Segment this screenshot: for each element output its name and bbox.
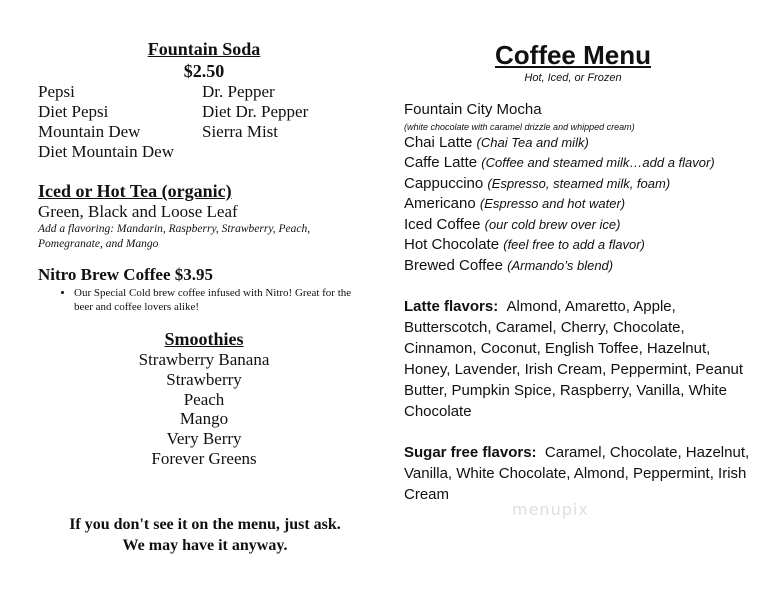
smoothie-item: Mango [179, 409, 229, 429]
coffee-item-name: Brewed Coffee [404, 256, 508, 274]
latte-flavors-label: Latte flavors: [404, 298, 499, 315]
nitro-bullets [38, 286, 370, 314]
soda-item: Sierra Mist [202, 122, 279, 141]
left-column [38, 38, 370, 469]
coffee-menu-title: Coffee Menu [495, 40, 651, 70]
latte-flavors [404, 296, 754, 422]
sugar-free-list: Caramel, Chocolate, Hazelnut, Vanilla, White Chocolate, Almond, Peppermint, Irish Cream [404, 444, 750, 503]
soda-item: Pepsi [38, 82, 75, 101]
tea-title: Iced or Hot Tea (organic) [38, 181, 232, 201]
latte-flavors-list: Almond, Amaretto, Apple, Butterscotch, Caramel, Cherry, Chocolate, Cinnamon, Coconut, English Toffee, Hazelnut, Honey, Lavender, Irish Cream, Peppermint, Peanut Butter, Pumpkin Spice, Raspberry, Vanilla, White Chocolate [404, 298, 744, 420]
sugar-free-label: Sugar free flavors: [404, 444, 537, 461]
coffee-item [404, 235, 754, 256]
nitro-title: Nitro Brew Coffee $3.95 [38, 265, 213, 284]
coffee-item-name: Caffe Latte [404, 154, 482, 171]
soda-item: Dr. Pepper [202, 82, 275, 101]
smoothie-item: Strawberry [166, 369, 242, 389]
smoothies-section [38, 328, 370, 469]
smoothie-item: Very Berry [166, 429, 242, 449]
coffee-item [404, 194, 754, 215]
coffee-item-note: (Armando’s blend) [507, 257, 614, 273]
fountain-soda-price: $2.50 [183, 61, 225, 81]
nitro-section [38, 264, 370, 314]
coffee-item-note: (our cold brew over ice) [484, 216, 621, 232]
soda-item: Diet Pepsi [38, 102, 109, 121]
coffee-item-note: (Espresso, steamed milk, foam) [487, 175, 671, 191]
coffee-item [404, 215, 754, 236]
smoothie-item: Forever Greens [151, 448, 257, 468]
coffee-item-name: Iced Coffee [404, 215, 485, 233]
coffee-item-name: Chai Latte [404, 133, 477, 151]
coffee-item-note: (Coffee and steamed milk…add a flavor) [481, 155, 715, 170]
coffee-item-name: Americano [404, 195, 480, 212]
coffee-item-name: Hot Chocolate [404, 236, 504, 253]
nitro-bullet: • Our Special Cold brew coffee infused with Nitro! Great for the beer and coffee lovers alike! [74, 286, 370, 314]
footer-note [40, 514, 370, 556]
sugar-free-flavors [404, 442, 754, 505]
soda-item: Diet Dr. Pepper [202, 102, 309, 121]
coffee-menu-subtitle: Hot, Iced, or Frozen [524, 72, 622, 84]
smoothie-item: Peach [183, 389, 225, 409]
coffee-item-name: Cappuccino [404, 174, 488, 192]
smoothies-list [38, 350, 370, 469]
footer-line-2: We may have it anyway. [122, 537, 288, 554]
tea-flavor-note: Add a flavoring: Mandarin, Raspberry, Strawberry, Peach, Pomegranate, and Mango [38, 223, 311, 250]
coffee-item [404, 153, 754, 174]
soda-item: Diet Mountain Dew [38, 142, 174, 161]
smoothie-item: Strawberry Banana [138, 350, 270, 369]
coffee-item-mocha [404, 100, 754, 133]
smoothies-title: Smoothies [164, 329, 244, 349]
tea-line: Green, Black and Loose Leaf [38, 202, 238, 221]
tea-section [38, 180, 370, 252]
coffee-item-note: (feel free to add a flavor) [503, 237, 645, 252]
coffee-item [404, 174, 754, 195]
footer-line-1: If you don't see it on the menu, just ask. [69, 516, 341, 533]
coffee-item-note: (Espresso and hot water) [479, 196, 626, 211]
coffee-item [404, 133, 754, 154]
fountain-soda-title: Fountain Soda [147, 39, 261, 59]
fountain-soda-list [38, 82, 370, 162]
coffee-item-note: (white chocolate with caramel drizzle and whipped cream) [404, 121, 635, 132]
watermark-logo: menupix [512, 500, 589, 519]
coffee-item-note: (Chai Tea and milk) [476, 134, 589, 150]
right-column [404, 40, 754, 505]
coffee-item [404, 256, 754, 277]
coffee-list [404, 100, 754, 276]
coffee-item-name: Fountain City Mocha [404, 101, 542, 118]
soda-item: Mountain Dew [38, 122, 141, 141]
